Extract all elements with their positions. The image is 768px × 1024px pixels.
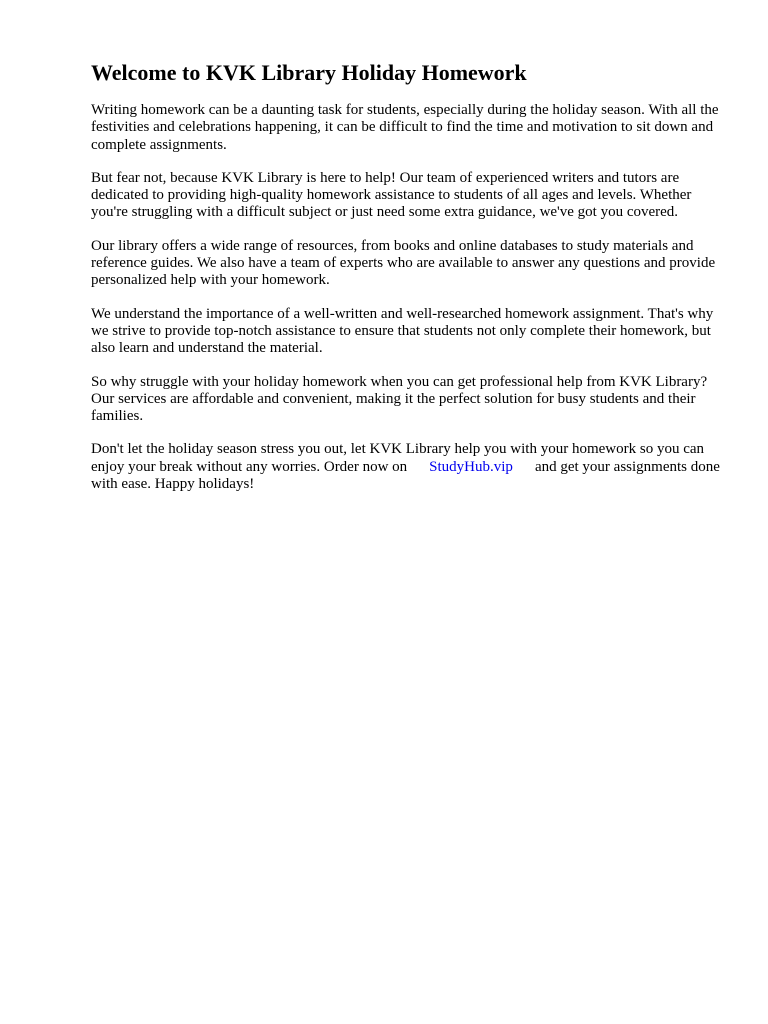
studyhub-link[interactable]: StudyHub.vip [429,458,513,475]
paragraph-services: So why struggle with your holiday homework when you can get professional help from KVK Library? Our services are affordable and convenient, making it the perfect solution for busy students and their families. [91,373,708,425]
paragraph-resources: Our library offers a wide range of resources, from books and online databases to study materials and reference guides. We also have a team of experts who are available to answer any questions and provide personalized help with your homework. [91,237,716,289]
paragraph-closing [91,441,731,493]
paragraph-help: But fear not, because KVK Library is here to help! Our team of experienced writers and tutors are dedicated to providing high-quality homework assistance to students of all ages and levels. Whether you're struggling with a difficult subject or just need some extra guidance, we've got you covered. [91,169,692,221]
document-page [91,58,731,509]
page-title: Welcome to KVK Library Holiday Homework [91,60,527,85]
paragraph-importance: We understand the importance of a well-written and well-researched homework assignment. That's why we strive to provide top-notch assistance to ensure that students not only complete their homework, but also learn and understand the material. [91,305,714,357]
closing-text-after-link: and get your assignments done with ease. Happy holidays! [91,458,720,493]
paragraph-intro: Writing homework can be a daunting task for students, especially during the holiday season. With all the festivities and celebrations happening, it can be difficult to find the time and motivation to sit down and complete assignments. [91,102,719,153]
closing-text-before-link: Don't let the holiday season stress you out, let KVK Library help you with your homework so you can enjoy your break without any worries. Order now on [91,441,705,475]
